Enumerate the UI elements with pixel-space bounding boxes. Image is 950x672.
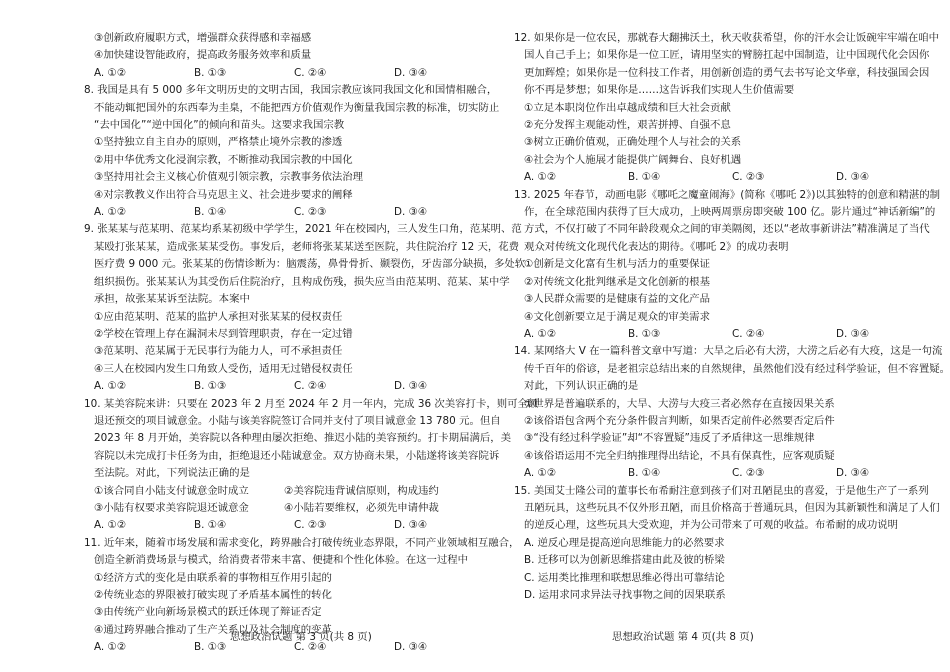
text-line: ②该俗语包含两个充分条件假言判断，如果否定前件必然要否定后件 [524, 414, 835, 427]
text-line: “去中国化”“逆中国化”的倾向和苗头。这要求我国宗教 [94, 119, 345, 132]
text-line: ①坚持独立自主自办的原则，严格禁止境外宗教的渗透 [94, 136, 343, 149]
answer-option: B. ①④ [628, 171, 661, 184]
text-line: 更加辉煌；如果你是一位科技工作者，用创新创造的勇气去书写论文华章，科技强国会因 [524, 66, 930, 79]
text-line: ④对宗教教义作出符合马克思主义、社会进步要求的阐释 [94, 188, 353, 201]
answer-options [84, 65, 474, 82]
text-line: ①创新是文化富有生机与活力的重要保证 [524, 258, 710, 271]
question-start: 15. 美国艾士隆公司的董事长布希耐注意到孩子们对丑陋昆虫的喜爱，于是他生产了一系列 [514, 484, 929, 497]
page-footer-right: 思想政治试题 第 4 页(共 8 页) [612, 631, 754, 643]
question-start: 14. 某网络大 V 在一篇科普文章中写道：大旱之后必有大涝，大涝之后必有大疫，这是一句流 [514, 345, 943, 358]
answer-option: C. ②③ [732, 467, 765, 480]
text-line: ③树立正确价值观，正确处理个人与社会的关系 [524, 136, 742, 149]
text-line: ①世界是普遍联系的，大旱、大涝与大疫三者必然存在直接因果关系 [524, 397, 835, 410]
text-line: ③人民群众需要的是健康有益的文化产品 [524, 293, 710, 306]
page-footer-left: 思想政治试题 第 3 页(共 8 页) [230, 631, 372, 643]
text-line: 某殴打张某某，造成张某某受伤。事发后，老师将张某某送至医院，共住院治疗 12 天，花费 [94, 240, 520, 253]
right-page [514, 30, 950, 672]
answer-option: A. ①② [524, 171, 557, 184]
text-line: ④加快建设智能政府，提高政务服务效率和质量 [94, 49, 312, 62]
text-line: ③由传统产业向新场景模式的跃迁体现了辩证否定 [94, 606, 322, 619]
answer-option: D. ③④ [394, 519, 428, 532]
statement-pair [84, 500, 474, 517]
statement-pair [84, 483, 474, 500]
text-line: ④文化创新要立足于满足观众的审美需求 [524, 310, 710, 323]
answer-option: A. ①② [94, 519, 127, 532]
text-line: ②充分发挥主观能动性，艰苦拼搏、自强不息 [524, 119, 731, 132]
text-line: 退还预交的项目诚意金。小陆与该美容院签订合同并支付了项目诚意金 13 780 元。但自 [94, 414, 501, 427]
text-line: ①经济方式的变化是由联系着的事物相互作用引起的 [94, 571, 332, 584]
answer-option: B. ①④ [194, 206, 227, 219]
answer-option: A. ①② [524, 327, 557, 340]
text-line: ③“没有经过科学验证”却“不容置疑”违反了矛盾律这一思维规律 [524, 432, 815, 445]
answer-option: D. ③④ [394, 641, 428, 654]
text-line: 观众对传统文化现代化表达的期待。《哪吒 2》的成功表明 [524, 240, 789, 253]
text-line: 不能动辄把国外的东西奉为圭臬，不能把西方价值观作为衡量我国宗教的标准，切实防止 [94, 101, 500, 114]
answer-option: B. ①③ [194, 641, 227, 654]
answer-option: A. ①② [94, 380, 127, 393]
question-start: 9. 张某某与范某明、范某均系某初级中学学生，2021 年在校园内，三人发生口角，范某明、范 [84, 223, 522, 236]
text-line: ④三人在校园内发生口角致人受伤，适用无过错侵权责任 [94, 362, 353, 375]
answer-options [514, 465, 914, 482]
text-line: ③创新政府履职方式，增强群众获得感和幸福感 [94, 32, 312, 44]
text-line: A. 逆反心理是提高逆向思维能力的必然要求 [524, 536, 725, 549]
question-start: 10. 某美容院来讲：只要在 2023 年 2 月至 2024 年 2 月一年内，完成 36 次美容打卡，则可全额 [84, 397, 539, 410]
text-line: 方式，不仅打破了不同年龄段观众之间的审美隔阂，还以“老故事新讲法”精准满足了当代 [524, 223, 930, 236]
answer-option: A. ①② [94, 66, 127, 79]
statement: ③小陆有权要求美容院退还诚意金 [94, 501, 249, 514]
answer-option: A. ①② [94, 641, 127, 654]
question-start: 12. 如果你是一位农民，那就春大翻拂沃土，秋天收获希望，你的汗水会让饭碗牢牢端在咱中 [514, 32, 940, 44]
answer-option: C. ②④ [732, 327, 765, 340]
answer-options [84, 378, 474, 395]
answer-option: B. ①④ [628, 467, 661, 480]
text-line: ②对传统文化批判继承是文化创新的根基 [524, 275, 710, 288]
answer-option: C. ②③ [294, 519, 327, 532]
answer-option: B. ①③ [194, 380, 227, 393]
text-line: ③坚持用社会主义核心价值观引领宗教，宗教事务依法治理 [94, 171, 364, 184]
text-line: ④该俗语运用不完全归纳推理得出结论，不具有保真性，应客观质疑 [524, 449, 835, 462]
text-line: 你不再是梦想；如果你是……这告诉我们实现人生价值需要 [524, 84, 795, 97]
text-line: ①应由范某明、范某的监护人承担对张某某的侵权责任 [94, 310, 343, 323]
text-line: C. 运用类比推理和联想思维必得出可靠结论 [524, 571, 725, 584]
answer-option: D. ③④ [394, 66, 428, 79]
text-line: ③范某明、范某属于无民事行为能力人，可不承担责任 [94, 345, 343, 358]
answer-option: D. ③④ [836, 171, 870, 184]
text-line: 承担，故张某某诉至法院。本案中 [94, 293, 250, 306]
answer-option: D. ③④ [836, 467, 870, 480]
answer-option: B. ①④ [194, 519, 227, 532]
answer-option: C. ②③ [294, 206, 327, 219]
statement: ④小陆若要维权，必须先申请仲裁 [284, 501, 439, 514]
text-line: 医疗费 9 000 元。张某某的伤情诊断为：脑震荡，鼻骨骨折、颞裂伤，牙齿部分缺损，多处软 [94, 258, 526, 271]
answer-options [84, 517, 474, 534]
text-line: 创造全新消费场景与模式，给消费者带来丰富、便捷和个性化体验。在这一过程中 [94, 554, 469, 567]
question-start: 11. 近年来，随着市场发展和需求变化，跨界融合打破传统业态界限，不同产业领域相互融合， [84, 536, 520, 549]
text-line: D. 运用求同求异法寻找事物之间的因果联系 [524, 589, 726, 601]
question-start: 13. 2025 年春节，动画电影《哪吒之魔童闹海》(简称《哪吒 2》)以其独特的创意和精湛的制 [514, 188, 941, 201]
text-line: 丑陋玩具，这些玩具不仅外形丑陋，而且价格高于普通玩具，但因为其新颖性和满足了人们 [524, 501, 940, 514]
answer-option: A. ①② [524, 467, 557, 480]
answer-options [514, 326, 914, 343]
text-line: B. 迁移可以为创新思维搭建由此及彼的桥梁 [524, 554, 725, 567]
answer-option: D. ③④ [394, 206, 428, 219]
answer-option: C. ②④ [294, 380, 327, 393]
question-start: 8. 我国是具有 5 000 多年文明历史的文明古国，我国宗教应该同我国文化和国情相融合， [84, 84, 498, 97]
answer-option: D. ③④ [394, 380, 428, 393]
answer-option: D. ③④ [836, 327, 870, 340]
text-line: 传千百年的俗谚，是老祖宗总结出来的自然规律，虽然他们没有经过科学验证，但不容置疑。 [524, 362, 950, 375]
statement: ①该合同自小陆支付诚意金时成立 [94, 484, 249, 497]
text-line: 的逆反心理，这些玩具大受欢迎，并为公司带来了可观的收益。布希耐的成功说明 [524, 519, 899, 532]
text-line: 作，在全球范围内获得了巨大成功，上映两周票房即突破 100 亿。影片通过“神话新编”的 [524, 206, 936, 219]
text-line: 容院以未完成打卡任务为由，拒绝退还小陆诚意金。双方协商未果，小陆遂将该美容院诉 [94, 449, 500, 462]
left-page [84, 30, 539, 672]
answer-option: C. ②④ [294, 641, 327, 654]
text-line: 国人自己手上；如果你是一位工匠，请用坚实的臂膀扛起中国制造，让中国现代化会因你 [524, 49, 930, 62]
answer-option: B. ①③ [628, 327, 661, 340]
text-line: ②用中华优秀文化浸润宗教，不断推动我国宗教的中国化 [94, 153, 353, 166]
answer-option: A. ①② [94, 206, 127, 219]
text-line: 组织损伤。张某某认为其受伤后住院治疗，且构成伤残，损失应当由范某明、范某、某中学 [94, 275, 510, 288]
text-line: ②学校在管理上存在漏洞未尽到管理职责，存在一定过错 [94, 327, 353, 340]
answer-option: C. ②③ [732, 171, 765, 184]
text-line: ④通过跨界融合推动了生产关系以及社会制度的变革 [94, 623, 332, 636]
text-line: ①立足本职岗位作出卓越成绩和巨大社会贡献 [524, 101, 731, 114]
text-line: 2023 年 8 月开始，美容院以各种理由屡次拒绝、推迟小陆的美容预约。打卡期届满后，美 [94, 432, 512, 445]
text-line: ④社会为个人施展才能提供广阔舞台、良好机遇 [524, 153, 742, 166]
answer-option: B. ①③ [194, 66, 227, 79]
text-line: ②传统业态的界限被打破实现了矛盾基本属性的转化 [94, 589, 332, 601]
answer-options [84, 204, 474, 221]
text-line: 对此，下列认识正确的是 [524, 380, 639, 393]
answer-option: C. ②④ [294, 66, 327, 79]
statement: ②美容院违背诚信原则，构成违约 [284, 484, 439, 497]
answer-options [514, 169, 914, 186]
text-line: 至法院。对此，下列说法正确的是 [94, 467, 250, 480]
